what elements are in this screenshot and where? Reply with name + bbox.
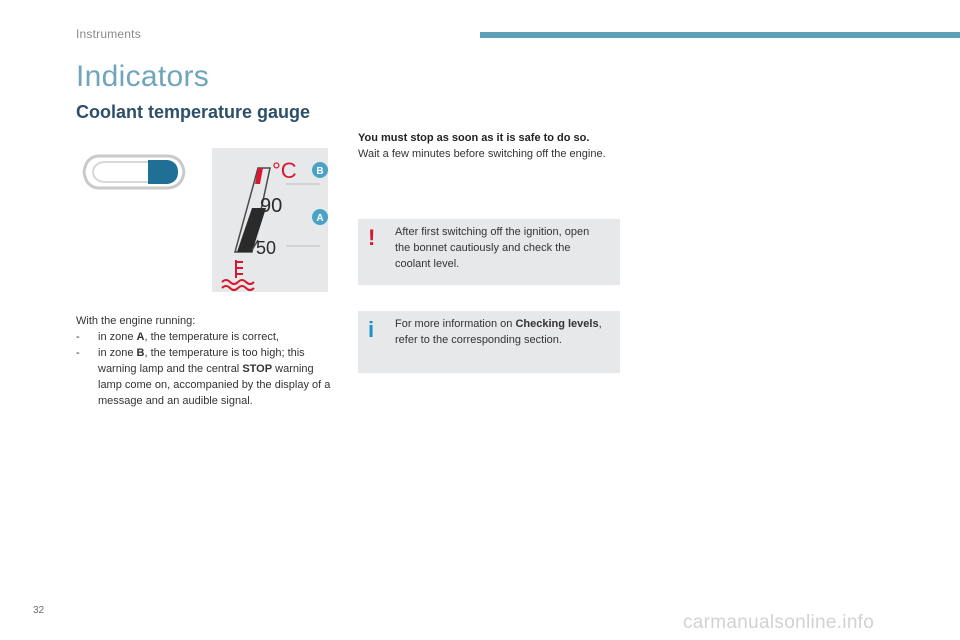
stop-label: STOP [242, 363, 273, 375]
list-dash: - [76, 331, 80, 343]
gauge-high-mark: 90 [260, 195, 283, 217]
info-note-link-text: Checking levels [515, 318, 599, 330]
gauge-unit-label: °C [272, 158, 297, 183]
gauge-low-mark: 50 [256, 238, 277, 258]
list-item-text: in zone [98, 331, 137, 343]
warning-note-text: After first switching off the ignition, open the bonnet cautiously and check the coolant level. [395, 226, 590, 270]
info-note-post: , refer to the corresponding section. [395, 318, 602, 346]
stop-notice-bold: You must stop as soon as it is safe to do so. [358, 132, 590, 144]
zone-label: B [136, 347, 145, 359]
info-note [358, 311, 620, 373]
zone-a-marker: A [316, 213, 324, 224]
list-item [76, 345, 336, 409]
info-note-text [395, 316, 607, 348]
section-label: Instruments [76, 27, 141, 41]
list-item-text: in zone [98, 347, 137, 359]
list-item-text: warning lamp come on, accompanied by the display of a message and an audible signal. [98, 363, 331, 407]
list-dash: - [76, 347, 80, 359]
intro-text: With the engine running: [76, 315, 196, 327]
page-number: 32 [33, 605, 45, 616]
list-item-text: , the temperature is too high; this warning lamp and the central [98, 347, 305, 375]
zone-b-marker: B [316, 166, 324, 177]
list-item-text: , the temperature is correct, [144, 331, 279, 343]
info-icon: i [368, 317, 375, 342]
page-title: Indicators [76, 60, 210, 93]
list-item [76, 329, 336, 345]
coolant-temperature-warning-icon [222, 260, 254, 290]
warning-exclamation-icon: ! [368, 225, 376, 250]
stop-notice-text: Wait a few minutes before switching off the engine. [358, 148, 606, 160]
watermark: carmanualsonline.info [683, 612, 875, 633]
warning-note [358, 219, 620, 285]
zone-label: A [136, 331, 145, 343]
gauge-location-illustration [80, 150, 188, 194]
stop-notice [358, 130, 620, 162]
info-note-pre: For more information on [395, 318, 516, 330]
header-bar [480, 32, 960, 38]
coolant-gauge-drawing [212, 148, 328, 292]
coolant-gauge-figure [212, 148, 328, 292]
zone-list [76, 329, 336, 409]
section-subtitle: Coolant temperature gauge [76, 102, 311, 122]
